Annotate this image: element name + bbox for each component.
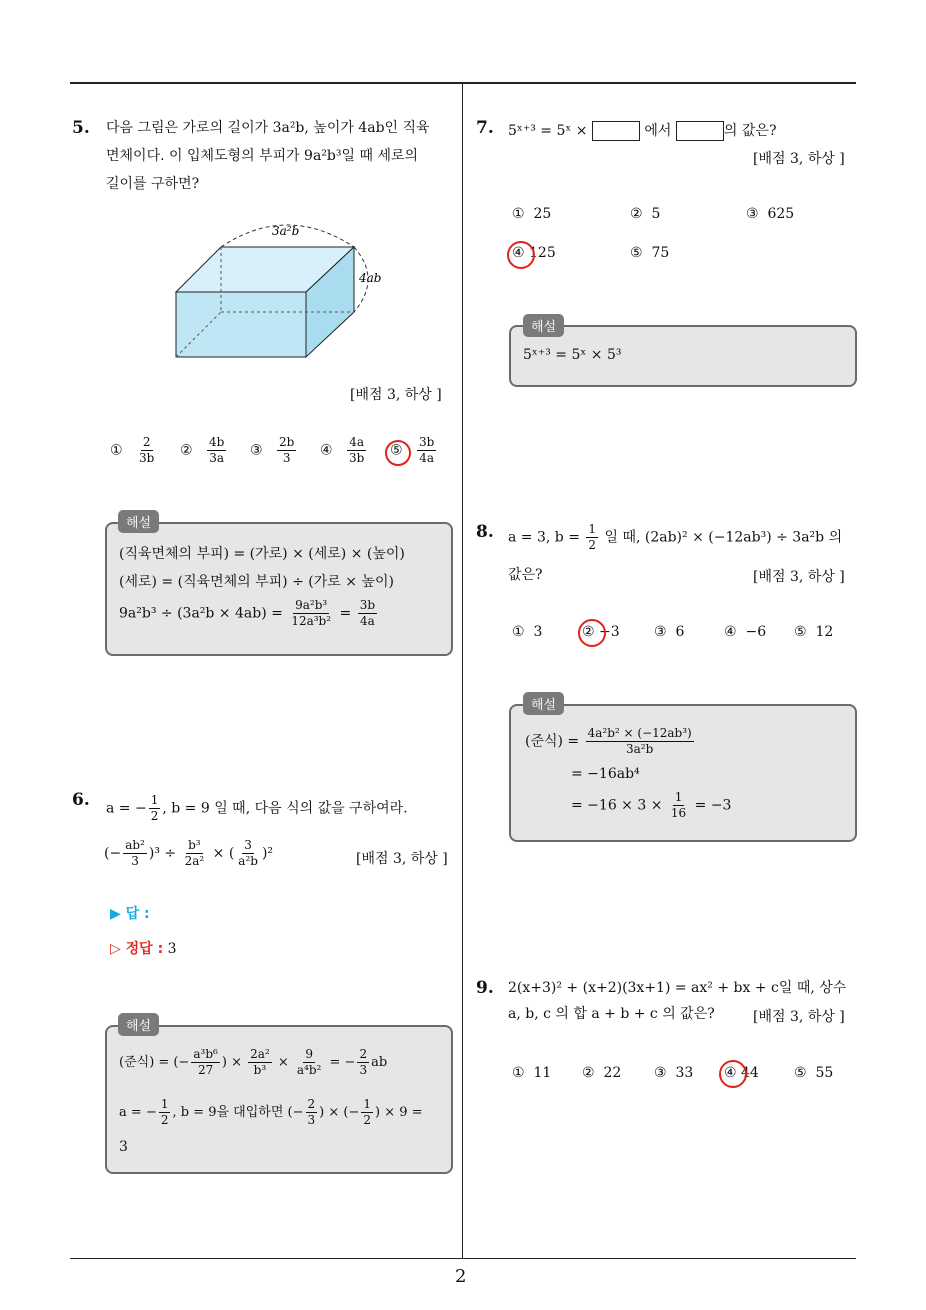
label-width: 3a²b: [272, 224, 300, 238]
q6-solution-box: [105, 1025, 453, 1174]
question-5-score: [배점 3, 하상 ]: [350, 387, 442, 403]
blank-box-1: [592, 121, 640, 141]
q9-selected-mark: [719, 1060, 747, 1088]
q7-choice-3[interactable]: ③ 625: [746, 206, 795, 222]
q5-sol-line1: (직육면체의 부피) = (가로) × (세로) × (높이): [119, 546, 405, 562]
question-8-line2: 값은?: [508, 567, 543, 583]
cuboid-front-face: [176, 292, 306, 357]
question-9-number: 9.: [476, 978, 494, 998]
label-height: 4ab: [359, 271, 382, 285]
page-number: 2: [455, 1266, 467, 1287]
q6-sol-line2: a = − $\frac{1}{2}$ , b = 9을 대입하면 (− $\frac{2}{3}$ ) × (− $\frac{1}{2}$ ) × 9 =: [119, 1097, 423, 1127]
q6-sol-line1: (준식) = (− $\frac{\text{a³b⁶}}{27}$ ) × $\frac{\text{2a²}}{\text{b³}}$ × $\frac{9}{\text{a⁴b²}}$ = − $\frac{2}{3}$ ab: [119, 1047, 388, 1077]
q9-choice-1[interactable]: ① 11: [512, 1065, 552, 1081]
question-6-expression: (− $\frac{\text{ab²}}{3}$ )³ ÷ $\frac{\text{b³}}{\text{2a²}}$ × ( $\frac{3}{\text{a²b}}$ )²: [104, 838, 274, 868]
q6-correct-value: 3: [167, 941, 177, 957]
q5-choice-5[interactable]: ⑤ $\frac{3b}{4a}$: [390, 435, 435, 465]
q6-sol-line3: 3: [119, 1139, 128, 1155]
question-5-line1: 다음 그림은 가로의 길이가 3a²b, 높이가 4ab인 직육: [106, 120, 430, 136]
q7-choice-5[interactable]: ⑤ 75: [630, 245, 670, 261]
question-8-line1: a = 3, b = $\frac{1}{2}$ 일 때, (2ab)² × (−12ab³) ÷ 3a²b 의: [508, 522, 843, 552]
q5-choice-2[interactable]: ② $\frac{4b}{3a}$: [180, 435, 225, 465]
q8-solution-box: [509, 704, 857, 842]
q8-solution-tag: 해설: [523, 692, 564, 715]
question-8-score: [배점 3, 하상 ]: [753, 569, 845, 585]
question-9-score: [배점 3, 하상 ]: [753, 1009, 845, 1025]
q5-solution-box: [105, 522, 453, 656]
q8-choice-3[interactable]: ③ 6: [654, 624, 685, 640]
question-6-condition: a = − $\frac{1}{2}$ , b = 9 일 때, 다음 식의 값을 구하여라.: [106, 793, 408, 823]
question-7-number: 7.: [476, 118, 494, 138]
question-5-line2: 면체이다. 이 입체도형의 부피가 9a²b³일 때 세로의: [106, 148, 419, 164]
q8-sol-line3: = −16 × 3 × $\frac{1}{16}$ = −3: [571, 790, 732, 820]
question-7-text: 5ˣ⁺³ = 5ˣ × 에서 의 값은?: [508, 123, 777, 139]
q8-choice-5[interactable]: ⑤ 12: [794, 624, 834, 640]
question-9-line1: 2(x+3)² + (x+2)(3x+1) = ax² + bx + c일 때, 상수: [508, 980, 847, 996]
question-5-line3: 길이를 구하면?: [106, 176, 200, 192]
q5-choice-4[interactable]: ④ $\frac{4a}{3b}$: [320, 435, 365, 465]
q8-selected-mark: [578, 619, 606, 647]
q5-choice-3[interactable]: ③ $\frac{2b}{3}$: [250, 435, 295, 465]
cuboid-figure: [160, 215, 400, 365]
q8-sol-line2: = −16ab⁴: [571, 766, 640, 782]
q8-choice-4[interactable]: ④ −6: [724, 624, 767, 640]
q6-answer-label: ▶ 답 :: [110, 906, 150, 922]
q6-correct-row: [110, 938, 177, 958]
q6-correct-label: ▷ 정답 :: [110, 941, 164, 957]
question-7-score: [배점 3, 하상 ]: [753, 151, 845, 167]
q5-sol-line2: (세로) = (직육면체의 부피) ÷ (가로 × 높이): [119, 574, 394, 590]
question-9-line2: a, b, c 의 합 a + b + c 의 값은?: [508, 1006, 715, 1022]
q5-sol-line3: 9a²b³ ÷ (3a²b × 4ab) = $\frac{\text{9a²b³}}{\text{12a³b²}}$ = $\frac{3b}{4a}$: [119, 598, 376, 628]
question-5-number: 5.: [72, 118, 90, 138]
top-rule: [70, 82, 856, 84]
column-divider: [462, 84, 463, 1258]
question-6-score: [배점 3, 하상 ]: [356, 851, 448, 867]
q9-choice-4[interactable]: ④ 44: [724, 1065, 759, 1081]
q9-choice-5[interactable]: ⑤ 55: [794, 1065, 834, 1081]
q7-selected-mark: [507, 241, 535, 269]
q5-selected-mark: [385, 440, 411, 466]
q8-sol-line1: (준식) = $\frac{\text{4a²b² × (−12ab³)}}{\text{3a²b}}$: [525, 726, 692, 756]
q8-choice-2[interactable]: ② −3: [582, 624, 620, 640]
q7-choice-4[interactable]: ④ 125: [512, 245, 556, 261]
q9-choice-2[interactable]: ② 22: [582, 1065, 622, 1081]
bottom-rule: [70, 1258, 856, 1259]
q9-choice-3[interactable]: ③ 33: [654, 1065, 694, 1081]
q8-choice-1[interactable]: ① 3: [512, 624, 543, 640]
blank-box-2: [676, 121, 724, 141]
q7-solution-tag: 해설: [523, 314, 564, 337]
q6-solution-tag: 해설: [118, 1013, 159, 1036]
q7-choice-1[interactable]: ① 25: [512, 206, 552, 222]
q7-sol-line: 5ˣ⁺³ = 5ˣ × 5³: [523, 347, 622, 363]
q5-choice-1[interactable]: ① $\frac{2}{3b}$: [110, 435, 155, 465]
q7-choice-2[interactable]: ② 5: [630, 206, 661, 222]
question-6-number: 6.: [72, 790, 90, 810]
q5-solution-tag: 해설: [118, 510, 159, 533]
question-8-number: 8.: [476, 522, 494, 542]
